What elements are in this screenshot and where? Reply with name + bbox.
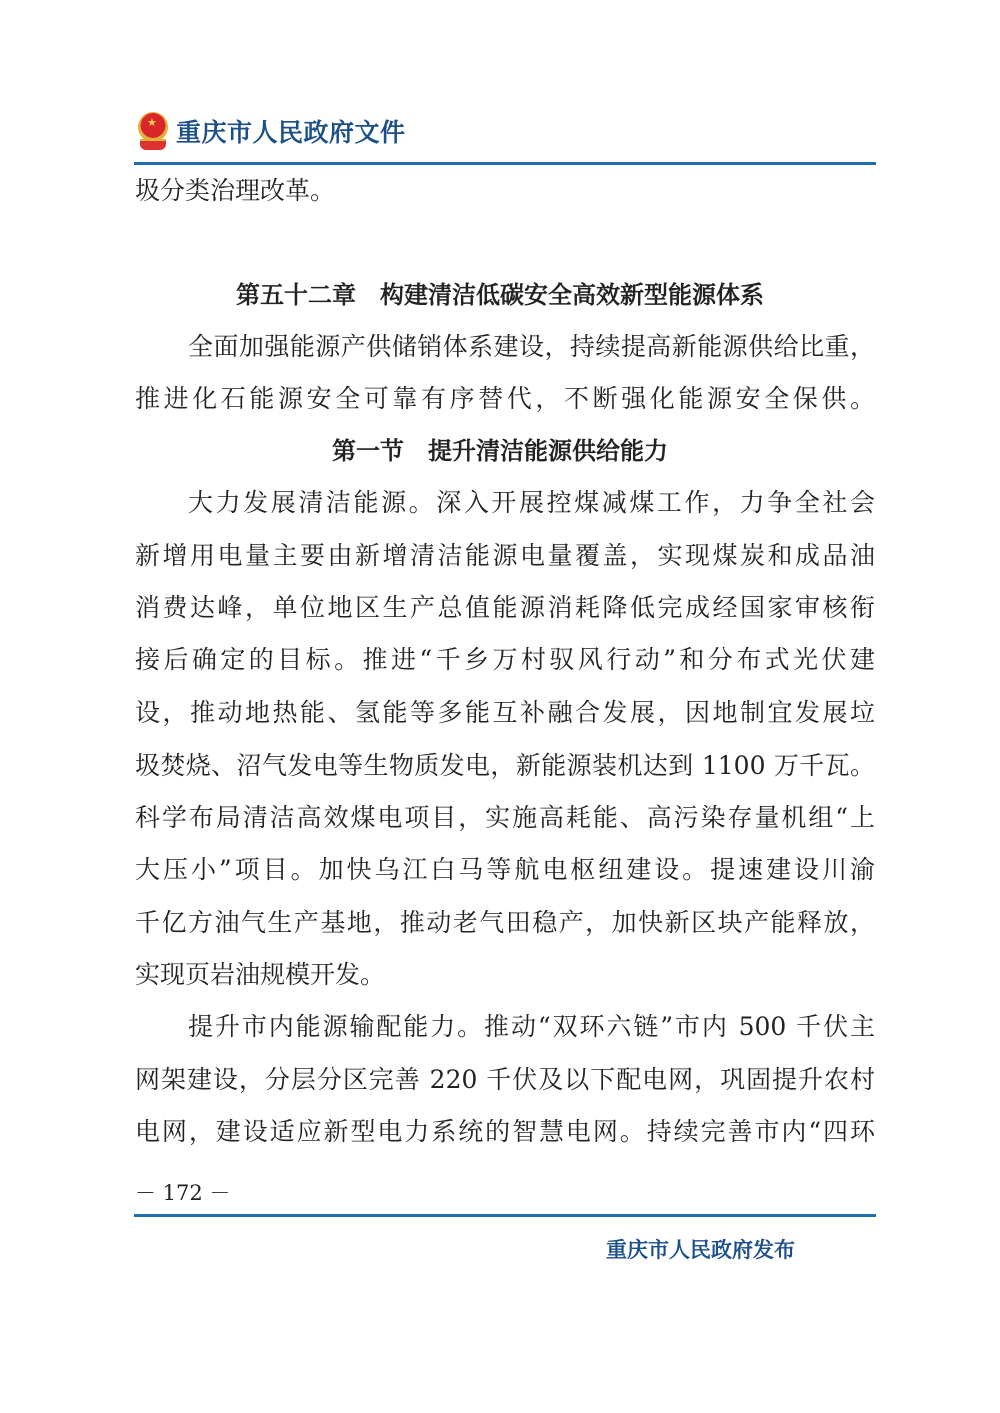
section-title: 第一节 提升清洁能源供给能力 xyxy=(332,436,668,465)
body-line: 大压小”项目。加快乌江白马等航电枢纽建设。提速建设川渝 xyxy=(135,855,875,884)
document-header xyxy=(136,112,406,150)
body-line: 科学布局清洁高效煤电项目，实施高耗能、高污染存量机组“上 xyxy=(135,803,875,832)
footer-publisher: 重庆市人民政府发布 xyxy=(606,1238,795,1262)
body-line: 电网，建设适应新型电力系统的智慧电网。持续完善市内“四环 xyxy=(135,1117,875,1146)
body-line: 实现页岩油规模开发。 xyxy=(135,960,386,989)
chapter-title: 第五十二章 构建清洁低碳安全高效新型能源体系 xyxy=(236,281,764,309)
header-divider xyxy=(134,162,876,165)
body-line: 消费达峰，单位地区生产总值能源消耗降低完成经国家审核衔 xyxy=(135,593,875,622)
header-title: 重庆市人民政府文件 xyxy=(176,118,406,147)
footer-divider xyxy=(134,1214,876,1217)
body-line: 全面加强能源产供储销体系建设，持续提高新能源供给比重， xyxy=(188,332,875,361)
body-line: 推进化石能源安全可靠有序替代，不断强化能源安全保供。 xyxy=(135,384,875,413)
body-line: 新增用电量主要由新增清洁能源电量覆盖，实现煤炭和成品油 xyxy=(135,541,875,570)
body-line: 圾分类治理改革。 xyxy=(135,176,336,205)
body-line: 提升市内能源输配能力。推动“双环六链”市内 500 千伏主 xyxy=(188,1012,875,1041)
body-line: 网架建设，分层分区完善 220 千伏及以下配电网，巩固提升农村 xyxy=(135,1065,875,1094)
body-line: 圾焚烧、沼气发电等生物质发电，新能源装机达到 1100 万千瓦。 xyxy=(135,751,875,780)
national-emblem-icon: ★ xyxy=(136,112,170,150)
body-line: 接后确定的目标。推进“千乡万村驭风行动”和分布式光伏建 xyxy=(135,645,875,674)
page-number: － 172 － xyxy=(135,1181,231,1205)
body-line: 大力发展清洁能源。深入开展控煤减煤工作，力争全社会 xyxy=(188,488,875,517)
body-line: 设，推动地热能、氢能等多能互补融合发展，因地制宜发展垃 xyxy=(135,698,875,727)
body-line: 千亿方油气生产基地，推动老气田稳产，加快新区块产能释放， xyxy=(135,908,875,937)
